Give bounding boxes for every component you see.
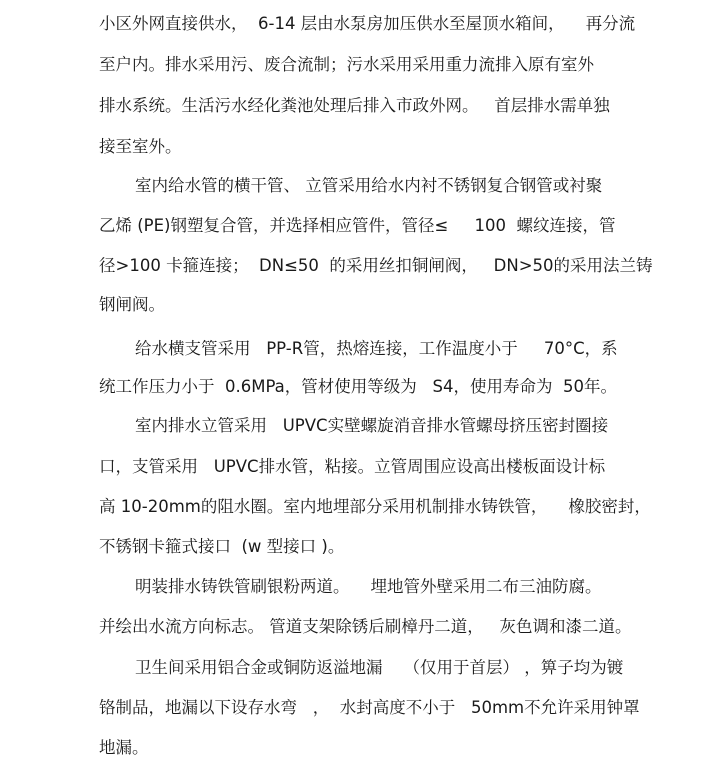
paragraph-6-line-3: 地漏。: [99, 738, 149, 757]
paragraph-2-line-1: 室内给水管的横干管、 立管采用给水内衬不锈钢复合钢管或衬聚: [135, 176, 603, 195]
paragraph-5-line-2: 并绘出水流方向标志。 管道支架除锈后刷樟丹二道， 灰色调和漆二道。: [99, 617, 632, 636]
paragraph-4-line-2: 口，支管采用 UPVC排水管，粘接。立管周围应设高出楼板面设计标: [99, 457, 606, 476]
paragraph-6-line-1: 卫生间采用铝合金或铜防返溢地漏 （仅用于首层） ，箅子均为镀: [135, 658, 624, 677]
paragraph-2-line-4: 钢闸阀。: [99, 295, 165, 314]
paragraph-1-line-1: 小区外网直接供水， 6-14 层由水泵房加压供水至屋顶水箱间， 再分流: [99, 14, 636, 33]
paragraph-1-line-3: 排水系统。生活污水经化粪池处理后排入市政外网。 首层排水需单独: [99, 96, 610, 115]
paragraph-4-line-1: 室内排水立管采用 UPVC实壁螺旋消音排水管螺母挤压密封圈接: [135, 416, 609, 435]
paragraph-2-line-3: 径>100 卡箍连接； DN≤50 的采用丝扣铜闸阀， DN>50的采用法兰铸: [99, 256, 653, 275]
paragraph-4-line-4: 不锈钢卡箍式接口 (w 型接口 )。: [99, 537, 345, 556]
paragraph-5-line-1: 明装排水铸铁管刷银粉两道。 埋地管外壁采用二布三油防腐。: [135, 577, 602, 596]
paragraph-1-line-4: 接至室外。: [99, 137, 182, 156]
paragraph-4-line-3: 高 10-20mm的阻水圈。室内地埋部分采用机制排水铸铁管， 橡胶密封，: [99, 497, 651, 516]
paragraph-1-line-2: 至户内。排水采用污、废合流制；污水采用采用重力流排入原有室外: [99, 55, 594, 74]
paragraph-3-line-1: 给水横支管采用 PP-R管，热熔连接，工作温度小于 70°C，系: [135, 339, 618, 358]
paragraph-6-line-2: 铬制品，地漏以下设存水弯 ， 水封高度不小于 50mm不允许采用钟罩: [99, 698, 640, 717]
paragraph-2-line-2: 乙烯 (PE)钢塑复合管，并选择相应管件，管径≤ 100 螺纹连接，管: [99, 216, 616, 235]
paragraph-3-line-2: 统工作压力小于 0.6MPa，管材使用等级为 S4，使用寿命为 50年。: [99, 377, 617, 396]
